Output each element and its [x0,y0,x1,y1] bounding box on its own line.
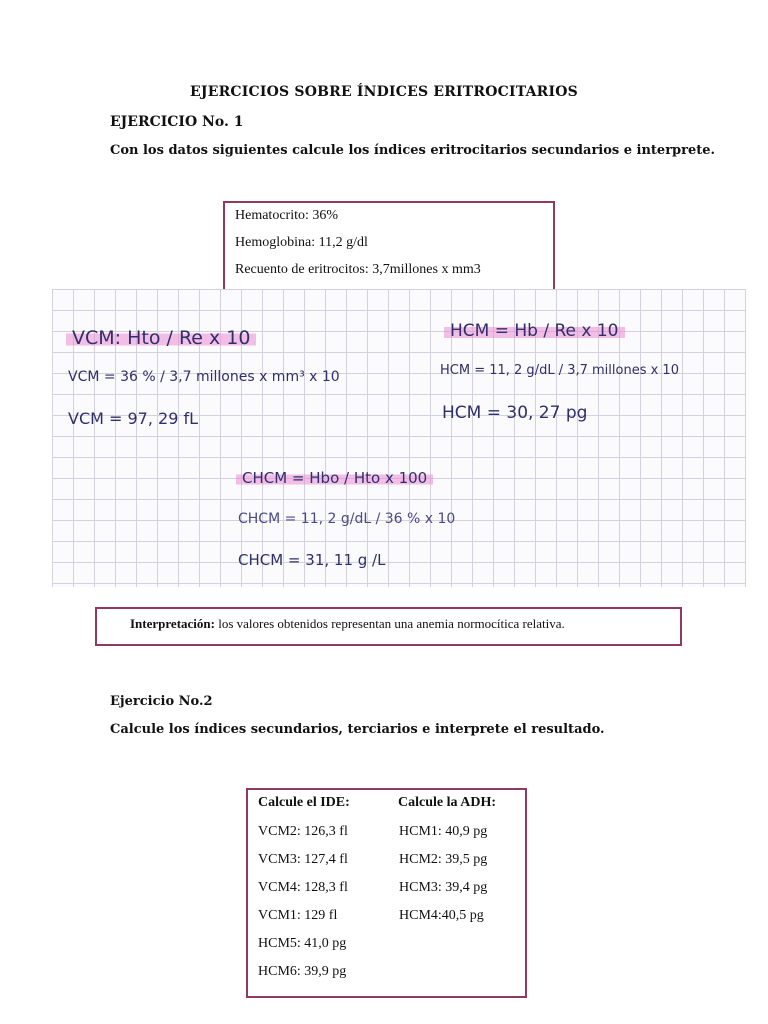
adh-header: Calcule la ADH: [398,795,496,810]
ide-value: HCM5: 41,0 pg [258,936,347,951]
exercise-1-heading: EJERCICIO No. 1 [110,114,244,130]
chcm-substitution: CHCM = 11, 2 g/dL / 36 % x 10 [238,511,456,527]
ide-value: VCM1: 129 fl [258,908,338,923]
exercise-2-data-box [246,788,527,998]
exercise-2-instruction: Calcule los índices secundarios, terciarios e interprete el resultado. [110,722,605,737]
chcm-result: CHCM = 31, 11 g /L [238,551,386,569]
adh-value: HCM1: 40,9 pg [399,824,488,839]
hemoglobin-line: Hemoglobina: 11,2 g/dl [235,235,368,250]
chcm-formula: CHCM = Hbo / Hto x 100 [236,469,433,487]
ide-value: HCM6: 39,9 pg [258,964,347,979]
interpretation-body: los valores obtenidos representan una anemia normocítica relativa. [218,616,565,631]
hcm-result: HCM = 30, 27 pg [442,403,588,423]
hcm-formula: HCM = Hb / Re x 10 [444,321,625,341]
erythrocyte-count-line: Recuento de eritrocitos: 3,7millones x mm3 [235,262,481,277]
document-title: EJERCICIOS SOBRE ÍNDICES ERITROCITARIOS [190,84,578,100]
hematocrit-line: Hematocrito: 36% [235,208,339,223]
ide-value: VCM2: 126,3 fl [258,824,348,839]
vcm-substitution: VCM = 36 % / 3,7 millones x mm³ x 10 [68,369,340,385]
ide-header: Calcule el IDE: [258,795,350,810]
adh-value: HCM2: 39,5 pg [399,852,488,867]
exercise-1-instruction: Con los datos siguientes calcule los índices eritrocitarios secundarios e interprete. [110,143,716,158]
handwritten-calculations-photo [52,289,746,587]
given-data-box [223,201,555,293]
hcm-substitution: HCM = 11, 2 g/dL / 3,7 millones x 10 [440,363,679,378]
interpretation-box [95,607,682,646]
exercise-2-heading: Ejercicio No.2 [110,694,213,709]
ide-value: VCM3: 127,4 fl [258,852,348,867]
adh-value: HCM3: 39,4 pg [399,880,488,895]
interpretation-text [130,616,565,632]
adh-value: HCM4:40,5 pg [399,908,484,923]
ide-value: VCM4: 128,3 fl [258,880,348,895]
vcm-result: VCM = 97, 29 fL [68,409,199,428]
interpretation-label: Interpretación: [130,616,215,631]
vcm-formula: VCM: Hto / Re x 10 [66,327,256,349]
